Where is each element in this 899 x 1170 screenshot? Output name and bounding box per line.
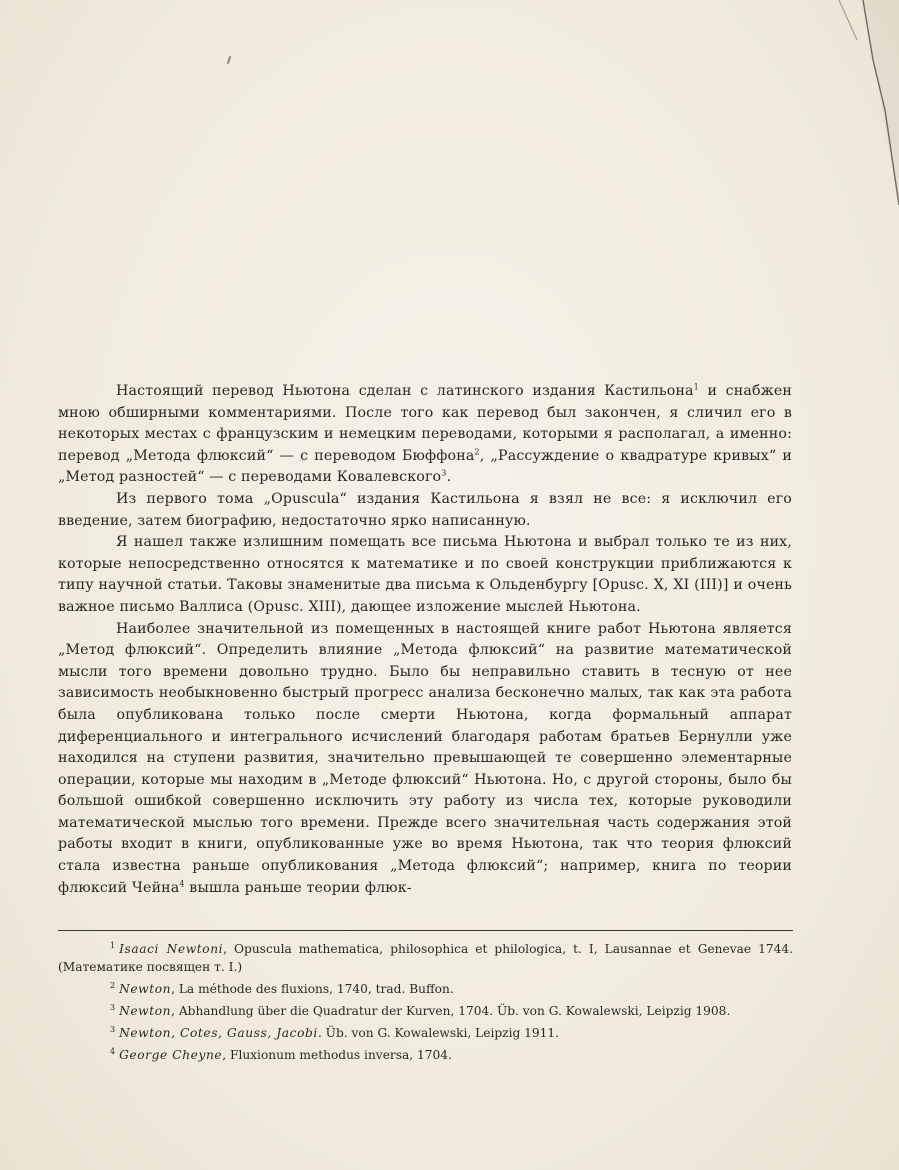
footnote-author: Newton, Cotes, Gauss, Jacobi xyxy=(119,1025,318,1040)
page-corner-fold xyxy=(829,0,899,210)
footnote-text: . Üb. von G. Kowalewski, Leipzig 1911. xyxy=(317,1025,560,1040)
footnote-text: , Fluxionum methodus inversa, 1704. xyxy=(222,1047,452,1062)
footnote-author: Isaaci Newtoni xyxy=(119,942,224,957)
main-text xyxy=(58,381,792,899)
paragraph-3: Я нашел также излишним помещать все письма Ньютона и выбрал только те из них, которые непосредственно относятся к математике и по своей конструкции приближаются к типу научной статьи. Таковы знаменитые два письма к Ольденбургу [Opusc. X, XI (III)] и очень важное письмо Валлиса (Opusc. XIII), дающее изложение мыслей Ньютона. xyxy=(58,534,792,615)
footnote-number: 4 xyxy=(110,1046,116,1056)
footnote-1 xyxy=(58,937,793,977)
footnote-text: , La méthode des fluxions, 1740, trad. Buffon. xyxy=(171,981,454,996)
footnote-ref-1: 1 xyxy=(693,382,699,392)
footnote-author: George Cheyne xyxy=(119,1047,223,1062)
footnote-4 xyxy=(58,1021,793,1043)
footnote-2 xyxy=(58,977,793,999)
ink-speck xyxy=(227,56,232,64)
footnote-divider xyxy=(58,930,793,931)
paragraph-4-text-b: вышла раньше теории флюк- xyxy=(184,879,412,896)
footnote-5 xyxy=(58,1043,793,1065)
footnote-number: 2 xyxy=(110,980,116,990)
footnote-author: Newton xyxy=(119,1003,172,1018)
footnote-ref-2: 2 xyxy=(474,447,480,457)
footnote-text: , Abhandlung über die Quadratur der Kurven, 1704. Üb. von G. Kowalewski, Leipzig 1908. xyxy=(171,1003,731,1018)
footnote-number: 3 xyxy=(110,1024,116,1034)
footnote-3 xyxy=(58,999,793,1021)
paragraph-1 xyxy=(58,381,792,489)
footnote-author: Newton xyxy=(119,981,172,996)
footnote-ref-3: 3 xyxy=(441,468,447,478)
footnote-number: 3 xyxy=(110,1002,116,1012)
footnote-number: 1 xyxy=(110,941,116,950)
paragraph-1-text-b: и снабжен мною обширными комментариями. После того как перевод был закончен, я сличил его в некоторых местах с французским и немецким переводами, которыми я располагал, а именно: перевод „Метода флюксий“ — с переводом Бюффона xyxy=(58,383,792,464)
paragraph-4 xyxy=(58,619,792,900)
paragraph-4-text-a: Наиболее значительной из помещенных в настоящей книге работ Ньютона является „Метод флюксий“. Определить влияние „Метода флюксий“ на развитие математической мысли того времени довольно трудно. Было бы неправильно ставить в тесную от нее зависимость необыкновенно быстрый прогресс анализа бесконечно малых, так как эта работа была опубликована только после смерти Ньютона, когда формальный аппарат диференциального и интегрального исчислений благодаря работам братьев Бернулли уже находился на ступени развития, значительно превышающей те совершенно элементарные операции, которые мы находим в „Методе флюксий“ Ньютона. Но, с другой стороны, было бы большой ошибкой совершенно исключить эту работу из числа тех, которые руководили математической мыслью того времени. Прежде всего значительная часть содержания этой работы входит в книги, опубликованные уже во время Ньютона, так что теория флюксий стала известна раньше опубликования „Метода флюксий“; например, книга по теории флюксий Чейна xyxy=(58,620,792,896)
paragraph-1-text-a: Настоящий перевод Ньютона сделан с латинского издания Кастильона xyxy=(116,383,694,399)
paragraph-2: Из первого тома „Opuscula“ издания Кастильона я взял не все: я исключил его введение, затем биографию, недостаточно ярко написанную. xyxy=(58,490,792,529)
footnotes xyxy=(58,937,793,1065)
footnote-text: , Opuscula mathematica, philosophica et philologica, t. I, Lausannae et Genevae 1744. (Математике посвящен т. I.) xyxy=(58,942,793,974)
paragraph-1-text-c: , „Рассуждение о квадратуре кривых“ и „Метод разностей“ — с переводами Ковалевского xyxy=(58,447,792,486)
footnote-ref-4: 4 xyxy=(179,878,185,888)
paragraph-1-text-d: . xyxy=(446,469,452,486)
